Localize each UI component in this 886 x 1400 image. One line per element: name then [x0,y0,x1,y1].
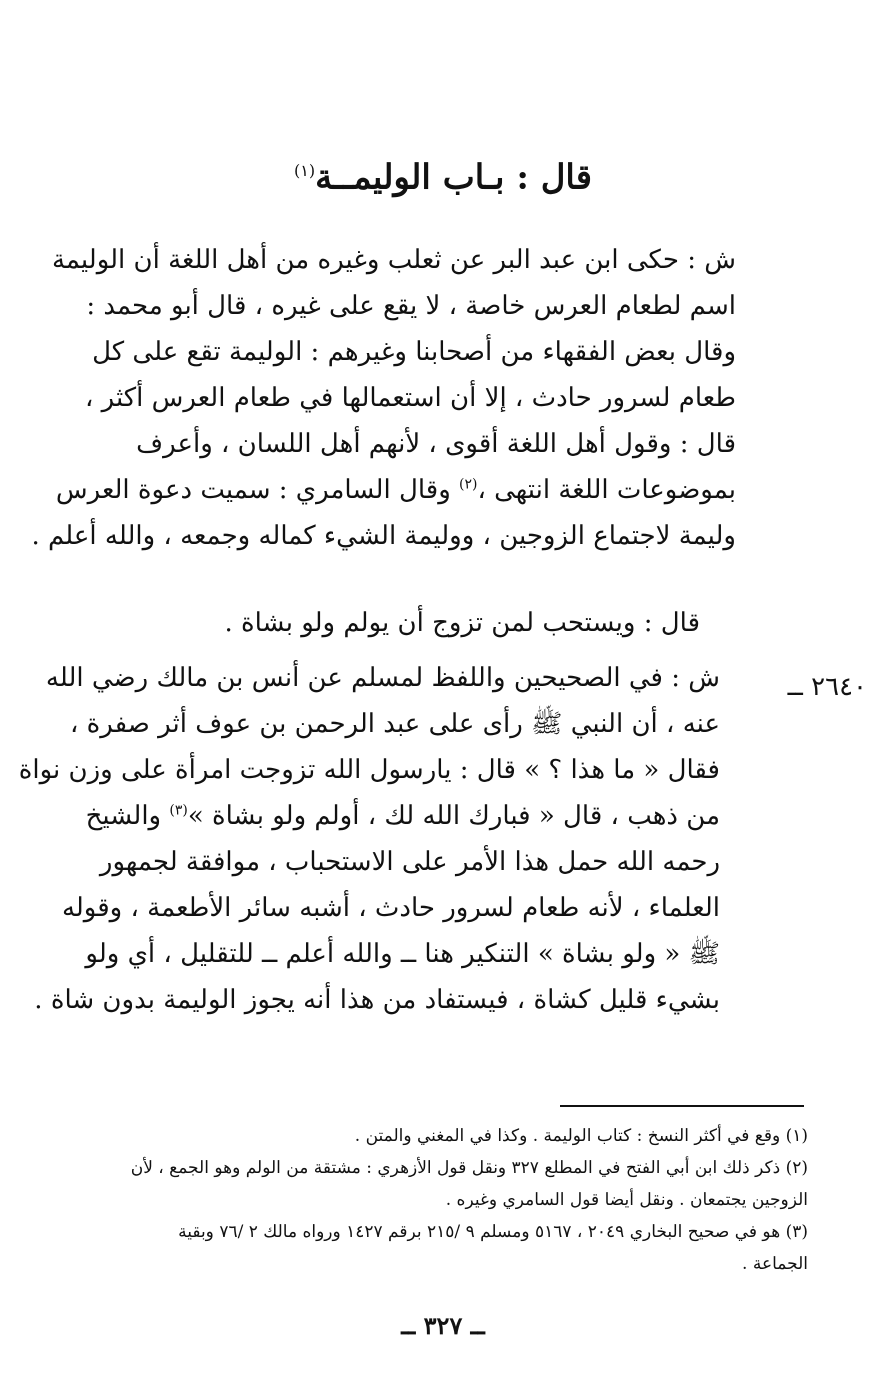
footnote-line: الجماعة . [742,1254,808,1274]
text-fragment: والشيخ [85,801,170,831]
hadith-commentary [18,655,720,1023]
text-line: ش : حكى ابن عبد البر عن ثعلب وغيره من أهل اللغة أن الوليمة [51,245,736,275]
text-line: فقال « ما هذا ؟ » قال : يارسول الله تزوجت امرأة على وزن نواة [18,755,720,785]
text-line [85,793,720,839]
text-line: ﷺ « ولو بشاة » التنكير هنا ــ والله أعلم ــ للتقليل ، أي ولو [85,939,720,969]
text-fragment: بموضوعات اللغة انتهى ، [477,475,736,505]
page-number: ــ ٣٢٧ ــ [401,1311,485,1340]
footnote-ref-3: (٣) [169,802,188,819]
chapter-title [140,143,746,205]
text-line: بشيء قليل كشاة ، فيستفاد من هذا أنه يجوز الوليمة بدون شاة . [34,985,720,1015]
footnote-ref-1: (١) [293,161,316,180]
text-line: العلماء ، لأنه طعام لسرور حادث ، أشبه سائر الأطعمة ، وقوله [61,893,720,923]
text-line: وليمة لاجتماع الزوجين ، ووليمة الشيء كماله وجمعه ، والله أعلم . [31,521,736,551]
footnotes [130,1120,808,1280]
text-line: اسم لطعام العرس خاصة ، لا يقع على غيره ، قال أبو محمد : [86,291,736,321]
commentary-paragraph [31,237,736,559]
chapter-title-text: قال : بـاب الوليمــة [315,157,593,198]
footnote-line: الزوجين يجتمعان . ونقل أيضا قول السامري وغيره . [445,1190,808,1210]
text-fragment: وقال السامري : سميت دعوة العرس [55,475,460,505]
text-line [55,467,736,513]
footnote-ref-2: (٢) [459,476,478,493]
text-line: رحمه الله حمل هذا الأمر على الاستحباب ، موافقة لجمهور [99,847,720,877]
text-line: قال : وقول أهل اللغة أقوى ، لأنهم أهل اللسان ، وأعرف [136,429,736,459]
footnote-line: (١) وقع في أكثر النسخ : كتاب الوليمة . وكذا في المغني والمتن . [354,1126,808,1146]
hadith-number: ٢٦٤٠ ــ [787,672,867,702]
footnote-line: (٣) هو في صحيح البخاري ٢٠٤٩ ، ٥١٦٧ ومسلم ٩ /٢١٥ برقم ١٤٢٧ ورواه مالك ٢ /٧٦ وبقية [178,1222,808,1242]
footnote-divider [560,1105,804,1107]
matn-statement: قال : ويستحب لمن تزوج أن يولم ولو بشاة . [224,608,700,638]
text-line: وقال بعض الفقهاء من أصحابنا وغيرهم : الوليمة تقع على كل [92,337,736,367]
footnote-line: (٢) ذكر ذلك ابن أبي الفتح في المطلع ٣٢٧ ونقل قول الأزهري : مشتقة من الولم وهو الجمع ، لأن [130,1158,808,1178]
text-line: طعام لسرور حادث ، إلا أن استعمالها في طعام العرس أكثر ، [84,383,736,413]
text-line: ش : في الصحيحين واللفظ لمسلم عن أنس بن مالك رضي الله [45,663,720,693]
text-fragment: من ذهب ، قال « فبارك الله لك ، أولم ولو بشاة » [187,801,720,831]
text-line: عنه ، أن النبي ﷺ رأى على عبد الرحمن بن عوف أثر صفرة ، [70,709,720,739]
